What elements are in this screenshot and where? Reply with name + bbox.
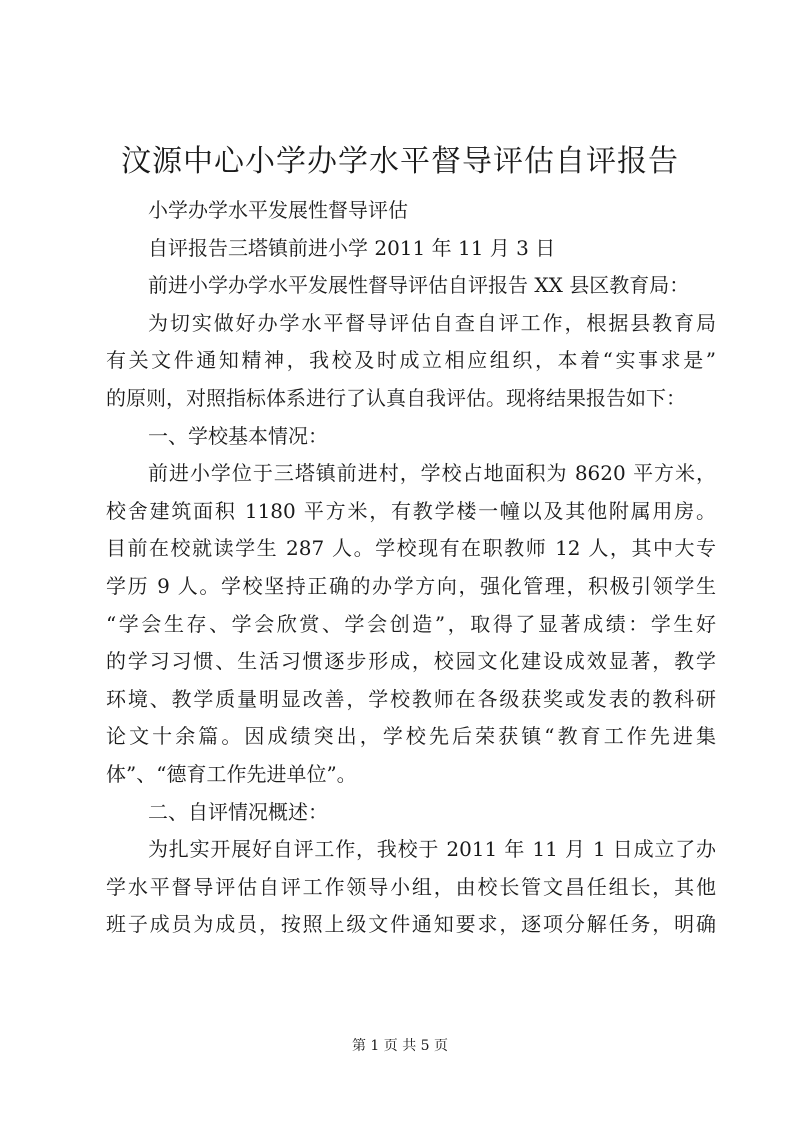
text-line: 前进小学办学水平发展性督导评估自评报告 XX 县区教育局： xyxy=(148,273,690,298)
text-line: 班子成员为成员，按照上级文件通知要求，逐项分解任务，明确 xyxy=(106,912,716,937)
section-heading: 二、自评情况概述： xyxy=(148,799,328,824)
text-line: 体”、“德育工作先进单位”。 xyxy=(106,761,357,786)
text-line: 的原则，对照指标体系进行了认真自我评估。现将结果报告如下： xyxy=(106,385,686,410)
page-title: 汶源中心小学办学水平督导评估自评报告 xyxy=(121,144,679,179)
text-line: 环境、教学质量明显改善，学校教师在各级获奖或发表的教科研 xyxy=(106,686,716,711)
text-line: 的学习习惯、生活习惯逐步形成，校园文化建设成效显著，教学 xyxy=(106,649,716,674)
text-line: 前进小学位于三塔镇前进村，学校占地面积为 8620 平方米， xyxy=(148,461,716,486)
text-line: 目前在校就读学生 287 人。学校现有在职教师 12 人，其中大专 xyxy=(106,536,716,561)
text-line: 有关文件通知精神，我校及时成立相应组织，本着“实事求是” xyxy=(106,348,716,373)
text-line: 小学办学水平发展性督导评估 xyxy=(148,198,408,222)
text-line: 校舍建筑面积 1180 平方米，有教学楼一幢以及其他附属用房。 xyxy=(106,498,716,523)
text-line: 自评报告三塔镇前进小学 2011 年 11 月 3 日 xyxy=(148,235,556,260)
section-heading: 一、学校基本情况： xyxy=(148,423,328,448)
text-line: 学水平督导评估自评工作领导小组，由校长管文昌任组长，其他 xyxy=(106,874,716,899)
text-line: 学历 9 人。学校坚持正确的办学方向，强化管理，积极引领学生 xyxy=(106,573,716,598)
page-footer: 第 1 页 共 5 页 xyxy=(351,1038,449,1054)
text-line: “学会生存、学会欣赏、学会创造”，取得了显著成绩：学生好 xyxy=(106,611,716,636)
text-line: 论文十余篇。因成绩突出，学校先后荣获镇“教育工作先进集 xyxy=(106,724,716,749)
document-body xyxy=(106,192,716,944)
text-line: 为切实做好办学水平督导评估自查自评工作，根据县教育局 xyxy=(148,310,716,335)
text-line: 为扎实开展好自评工作，我校于 2011 年 11 月 1 日成立了办 xyxy=(148,837,716,862)
